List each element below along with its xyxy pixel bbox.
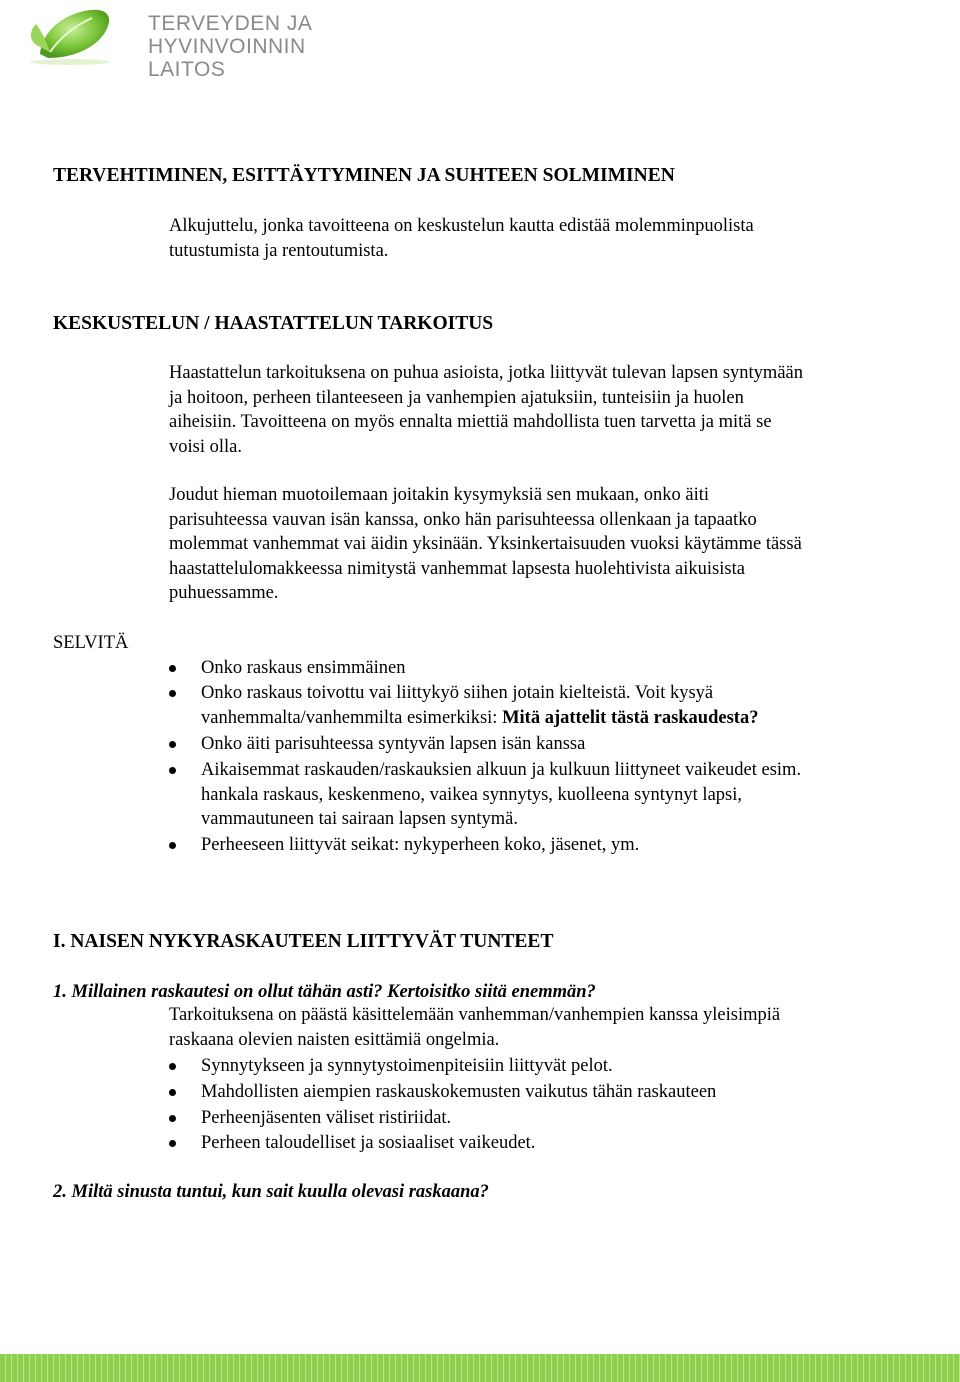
- bullet-icon: [169, 1089, 176, 1096]
- section-heading-purpose: KESKUSTELUN / HAASTATTELUN TARKOITUS: [53, 313, 494, 334]
- text-line: puhuessamme.: [169, 583, 279, 603]
- text-line: vammautuneen tai sairaan lapsen syntymä.: [201, 809, 518, 829]
- purpose-paragraph-1: [169, 361, 909, 459]
- list-item-text: Perheenjäsenten väliset ristiriidat.: [201, 1108, 452, 1128]
- text-line: Alkujuttelu, jonka tavoitteena on keskustelun kautta edistää molemminpuolista: [169, 216, 754, 236]
- leaf-logo-icon: [28, 2, 138, 66]
- text-line: aiheisiin. Tavoitteena on myös ennalta miettiä mahdollista tuen tarvetta ja mitä se: [169, 412, 772, 432]
- footer-bar: [0, 1354, 960, 1382]
- text-line: voisi olla.: [169, 436, 242, 457]
- text-line: Tarkoituksena on päästä käsittelemään vanhemman/vanhempien kanssa yleisimpiä: [169, 1005, 781, 1025]
- list-item-text: Onko äiti parisuhteessa syntyvän lapsen isän kanssa: [201, 734, 586, 754]
- list-item-text: Synnytykseen ja synnytystoimenpiteisiin liittyvät pelot.: [201, 1056, 613, 1076]
- text-line: hankala raskaus, keskenmeno, vaikea synnytys, kuolleena syntynyt lapsi,: [201, 784, 742, 805]
- list-item-text: Onko raskaus ensimmäinen: [201, 658, 406, 678]
- text-line: [201, 706, 901, 731]
- bullet-icon: [169, 1063, 176, 1070]
- text-line: raskaana olevien naisten esittämiä ongelmia.: [169, 1029, 500, 1050]
- bullet-icon: [169, 690, 176, 697]
- organization-name-line1: TERVEYDEN JA: [148, 12, 313, 35]
- text-line: ja hoitoon, perheen tilanteeseen ja vanhempien ajatuksiin, tunteisiin ja huolen: [169, 387, 744, 408]
- bullet-icon: [169, 741, 176, 748]
- selvita-label: SELVITÄ: [53, 633, 129, 653]
- organization-name: [148, 12, 388, 81]
- question-1: 1. Millainen raskautesi on ollut tähän asti? Kertoisitko siitä enemmän?: [53, 982, 596, 1002]
- bullet-icon: [169, 1115, 176, 1122]
- text-line: Onko raskaus toivottu vai liittykyö siihen jotain kielteistä. Voit kysyä: [201, 683, 714, 703]
- organization-logo: [28, 2, 388, 81]
- list-item-text: Perheeseen liittyvät seikat: nykyperheen koko, jäsenet, ym.: [201, 835, 640, 855]
- bullet-icon: [169, 842, 176, 849]
- text-line: molemmat vanhemmat vai äidin yksinään. Yksinkertaisuuden vuoksi käytämme tässä: [169, 534, 802, 554]
- list-item-text: Perheen taloudelliset ja sosiaaliset vaikeudet.: [201, 1133, 536, 1153]
- question-1-description: [169, 1003, 909, 1052]
- bullet-icon: [169, 1140, 176, 1147]
- section-heading-part1: I. NAISEN NYKYRASKAUTEEN LIITTYVÄT TUNTEET: [53, 931, 554, 952]
- text-line: haastattelulomakkeessa nimitystä vanhemmat lapsesta huolehtivista aikuisista: [169, 558, 745, 579]
- bullet-icon: [169, 767, 176, 774]
- section-heading-greeting: TERVEHTIMINEN, ESITTÄYTYMINEN JA SUHTEEN SOLMIMINEN: [53, 165, 675, 186]
- list-item-text: [201, 758, 901, 832]
- text-line: parisuhteessa vauvan isän kanssa, onko hän parisuhteessa ollenkaan ja tapaatko: [169, 509, 757, 530]
- purpose-paragraph-2: [169, 483, 909, 606]
- text-line: tutustumista ja rentoutumista.: [169, 240, 389, 261]
- text-line: Aikaisemmat raskauden/raskauksien alkuun ja kulkuun liittyneet vaikeudet esim.: [201, 760, 802, 780]
- text-plain: vanhemmalta/vanhemmilta esimerkiksi:: [201, 707, 503, 728]
- greeting-paragraph: [169, 214, 909, 263]
- bullet-icon: [169, 665, 176, 672]
- example-question: Mitä ajattelit tästä raskaudesta?: [502, 707, 759, 728]
- organization-name-line2: HYVINVOINNIN LAITOS: [148, 35, 306, 81]
- question-2: 2. Miltä sinusta tuntui, kun sait kuulla olevasi raskaana?: [53, 1182, 489, 1202]
- text-line: Haastattelun tarkoituksena on puhua asioista, jotka liittyvät tulevan lapsen syntymään: [169, 363, 803, 383]
- list-item-text: Mahdollisten aiempien raskauskokemusten vaikutus tähän raskauteen: [201, 1082, 717, 1102]
- list-item-text: [201, 681, 901, 730]
- text-line: Joudut hieman muotoilemaan joitakin kysymyksiä sen mukaan, onko äiti: [169, 485, 710, 505]
